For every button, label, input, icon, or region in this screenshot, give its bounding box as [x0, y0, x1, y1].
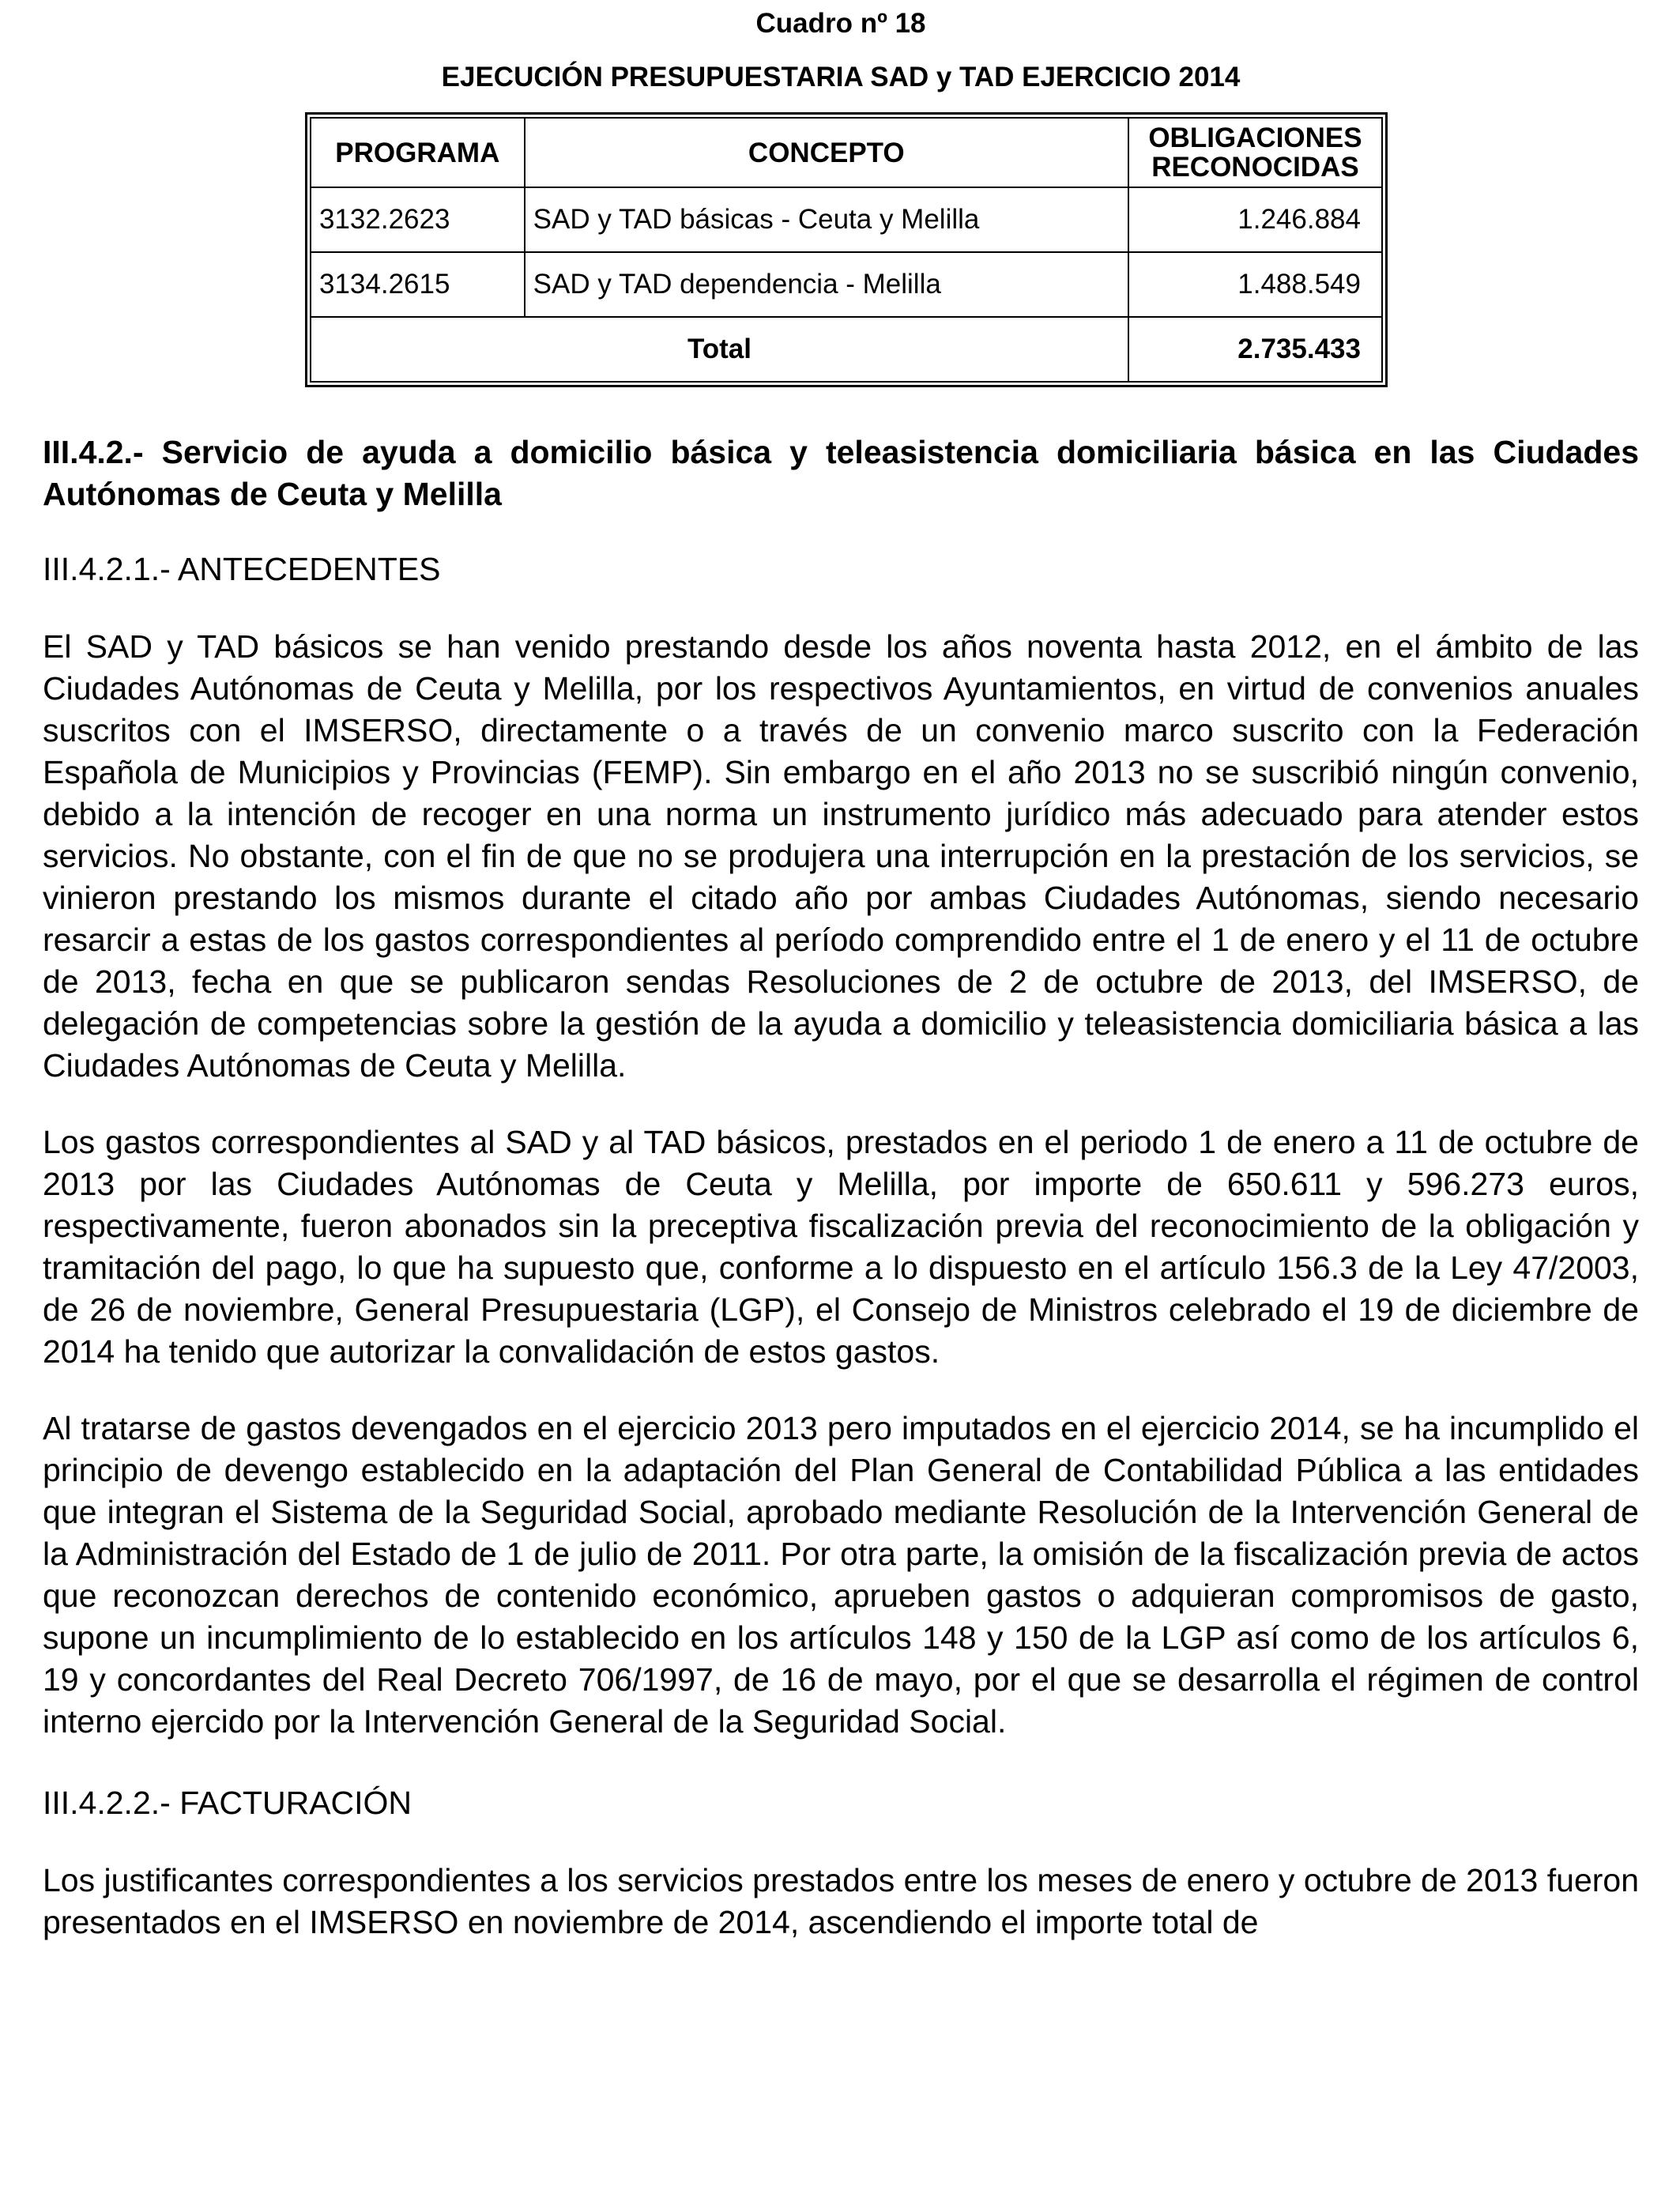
budget-execution-table	[310, 117, 1383, 383]
subsection-heading-facturacion: III.4.2.2.- FACTURACIÓN	[43, 1785, 412, 1821]
cell-programa: 3132.2623	[311, 187, 525, 252]
cell-obligaciones: 1.246.884	[1128, 187, 1382, 252]
budget-table-frame	[305, 112, 1388, 387]
table-header-row	[311, 118, 1382, 187]
table-row	[311, 187, 1382, 252]
header-programa: PROGRAMA	[311, 118, 525, 187]
paragraph: Los justificantes correspondientes a los servicios prestados entre los meses de enero y octubre de 2013 fueron presentados en el IMSERSO en noviembre de 2014, ascendiendo el importe total de	[43, 1862, 1639, 1940]
table-caption-title: EJECUCIÓN PRESUPUESTARIA SAD y TAD EJERCICIO 2014	[441, 62, 1241, 92]
cell-concepto: SAD y TAD básicas - Ceuta y Melilla	[525, 187, 1128, 252]
cell-obligaciones: 1.488.549	[1128, 252, 1382, 317]
paragraph: Los gastos correspondientes al SAD y al TAD básicos, prestados en el periodo 1 de enero a 11 de octubre de 2013 por las Ciudades Autónomas de Ceuta y Melilla, por importe de 650.611 y 596.273 euros, respectivamente, fueron abonados sin la preceptiva fiscalización previa del reconocimiento de la obligación y tramitación del pago, lo que ha supuesto que, conforme a lo dispuesto en el artículo 156.3 de la Ley 47/2003, de 26 de noviembre, General Presupuestaria (LGP), el Consejo de Ministros celebrado el 19 de diciembre de 2014 ha tenido que autorizar la convalidación de estos gastos.	[43, 1124, 1639, 1370]
header-concepto: CONCEPTO	[525, 118, 1128, 187]
table-total-row	[311, 317, 1382, 382]
paragraph: El SAD y TAD básicos se han venido prestando desde los años noventa hasta 2012, en el ámbito de las Ciudades Autónomas de Ceuta y Melilla, por los respectivos Ayuntamientos, en virtud de convenios anuales suscritos con el IMSERSO, directamente o a través de un convenio marco suscrito con la Federación Española de Municipios y Provincias (FEMP). Sin embargo en el año 2013 no se suscribió ningún convenio, debido a la intención de recoger en una norma un instrumento jurídico más adecuado para atender estos servicios. No obstante, con el fin de que no se produjera una interrupción en la prestación de los servicios, se vinieron prestando los mismos durante el citado año por ambas Ciudades Autónomas, siendo necesario resarcir a estas de los gastos correspondientes al período comprendido entre el 1 de enero y el 11 de octubre de 2013, fecha en que se publicaron sendas Resoluciones de 2 de octubre de 2013, del IMSERSO, de delegación de competencias sobre la gestión de la ayuda a domicilio y teleasistencia domiciliaria básica a las Ciudades Autónomas de Ceuta y Melilla.	[43, 628, 1639, 1084]
cell-programa: 3134.2615	[311, 252, 525, 317]
table-row	[311, 252, 1382, 317]
total-value: 2.735.433	[1128, 317, 1382, 382]
paragraph: Al tratarse de gastos devengados en el ejercicio 2013 pero imputados en el ejercicio 2014, se ha incumplido el principio de devengo establecido en la adaptación del Plan General de Contabilidad Pública a las entidades que integran el Sistema de la Seguridad Social, aprobado mediante Resolución de la Intervención General de la Administración del Estado de 1 de julio de 2011. Por otra parte, la omisión de la fiscalización previa de actos que reconozcan derechos de contenido económico, aprueben gastos o adquieran compromisos de gasto, supone un incumplimiento de lo establecido en los artículos 148 y 150 de la LGP así como de los artículos 6, 19 y concordantes del Real Decreto 706/1997, de 16 de mayo, por el que se desarrolla el régimen de control interno ejercido por la Intervención General de la Seguridad Social.	[43, 1410, 1639, 1740]
table-caption-number: Cuadro nº 18	[755, 8, 926, 39]
section-heading: III.4.2.- Servicio de ayuda a domicilio básica y teleasistencia domiciliaria básica en las Ciudades Autónomas de Ceuta y Melilla	[43, 434, 1639, 512]
cell-concepto: SAD y TAD dependencia - Melilla	[525, 252, 1128, 317]
document-page	[43, 0, 1639, 1943]
total-label: Total	[311, 317, 1128, 382]
subsection-heading-antecedentes: III.4.2.1.- ANTECEDENTES	[43, 551, 441, 587]
header-obligaciones: OBLIGACIONES RECONOCIDAS	[1128, 118, 1382, 187]
